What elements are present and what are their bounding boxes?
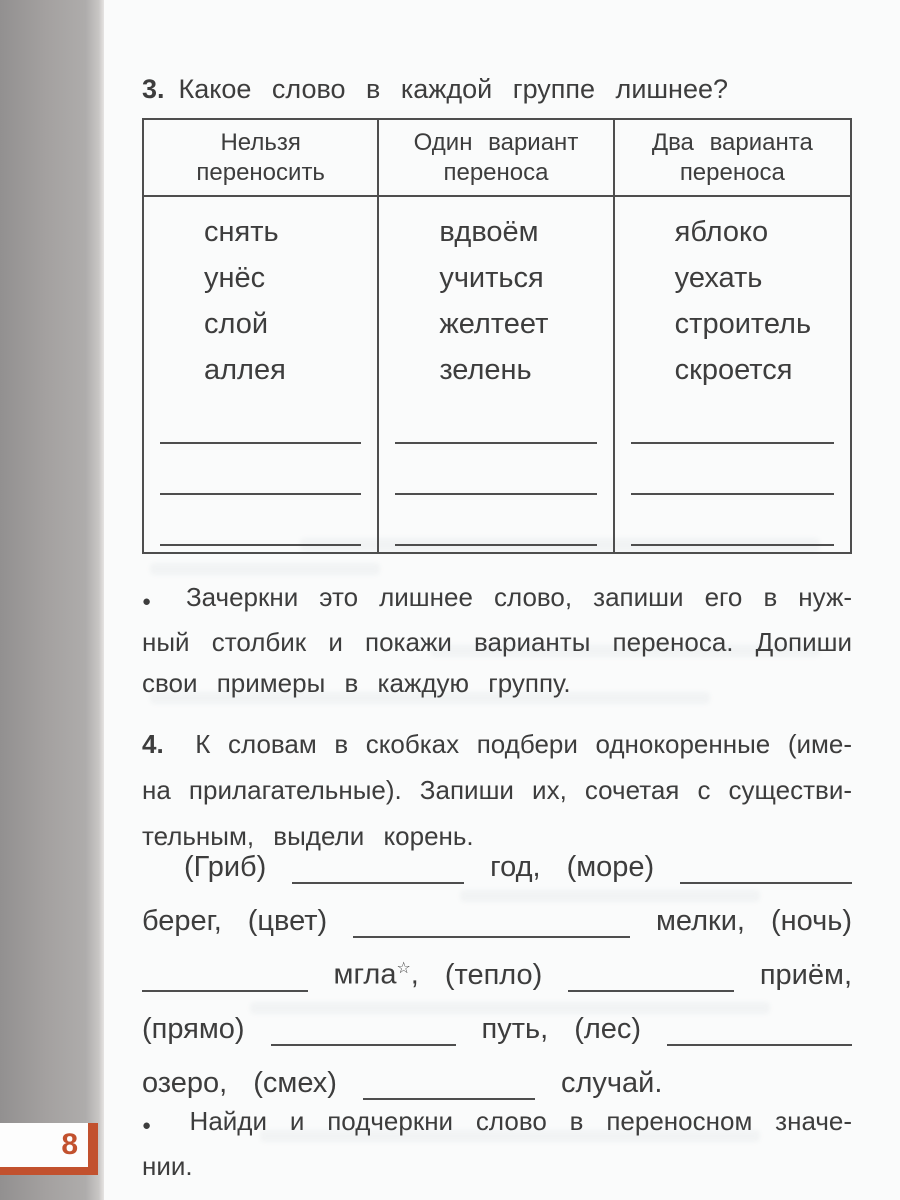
fill-word: мелки, [655, 905, 745, 937]
fill-line [142, 1046, 852, 1100]
table-word: учиться [439, 262, 544, 294]
fill-word: путь, [481, 1013, 549, 1045]
column-header [144, 120, 377, 197]
answer-blank[interactable] [395, 495, 596, 546]
answer-blanks-group [379, 393, 612, 554]
answer-blank[interactable] [142, 990, 308, 992]
fill-word: случай. [560, 1067, 663, 1099]
fill-word: (прямо) [142, 1013, 245, 1045]
fill-word: (цвет) [247, 905, 328, 937]
answer-blank[interactable] [631, 495, 834, 546]
fill-word: (Гриб) [184, 851, 267, 883]
task-line: ный столбик и покажи варианты переноса. Допиши [142, 627, 852, 657]
fill-word: (смех) [253, 1067, 337, 1099]
answer-blank[interactable] [667, 1044, 852, 1046]
exercise4-fill-in [142, 830, 852, 1100]
answer-blank[interactable] [680, 882, 852, 884]
answer-blank[interactable] [160, 444, 361, 495]
column-header-line: Два варианта [651, 128, 813, 156]
table-word: скроется [674, 354, 793, 386]
task-line: нии. [142, 1151, 193, 1181]
fill-line [142, 884, 852, 938]
fill-word: (море) [566, 851, 655, 883]
exercise4-task [142, 1101, 852, 1187]
table-word: слой [204, 308, 269, 340]
heading-text: К словам в скобках подбери однокоренные (име- [195, 729, 852, 759]
answer-blank[interactable] [631, 444, 834, 495]
bullet-icon: ● [142, 1117, 167, 1134]
exercise3-question: Какое слово в каждой группе лишнее? [178, 74, 729, 104]
word-list [379, 197, 612, 393]
task-line: свои примеры в каждую группу. [142, 668, 571, 698]
fill-word: мгла [333, 959, 397, 991]
fill-word: приём, [759, 959, 852, 991]
fill-word: (лес) [574, 1013, 642, 1045]
answer-blank[interactable] [395, 444, 596, 495]
word-list [144, 197, 377, 393]
table-word: желтеет [439, 308, 549, 340]
table-word: строитель [674, 308, 812, 340]
transfer-variants-table [142, 118, 852, 554]
heading-line [142, 721, 852, 767]
table-word: зелень [439, 354, 532, 386]
column-header-line: переноса [443, 158, 549, 186]
answer-blank[interactable] [271, 1044, 456, 1046]
fill-word: (тепло) [444, 959, 543, 991]
answer-blanks-group [615, 393, 850, 554]
table-column-no-transfer [144, 120, 379, 554]
column-header [379, 120, 612, 197]
fill-line [142, 938, 852, 992]
bleed-through-artifact [150, 563, 380, 575]
column-header-line: Один вариант [413, 128, 579, 156]
table-word: снять [204, 216, 279, 248]
exercise4-number: 4. [142, 729, 164, 759]
fill-word: (ночь) [770, 905, 852, 937]
table-word: яблоко [674, 216, 769, 248]
table-word: аллея [204, 354, 286, 386]
fill-word: год, [490, 851, 541, 883]
table-word: уехать [674, 262, 763, 294]
answer-blank[interactable] [568, 990, 734, 992]
fill-line [142, 830, 852, 884]
answer-blank[interactable] [353, 936, 630, 938]
page-number-badge [0, 1123, 98, 1175]
task-line [142, 1101, 852, 1146]
answer-blanks-group [144, 393, 377, 554]
table-column-one-variant [379, 120, 614, 554]
word-list [615, 197, 850, 393]
page-number: 8 [61, 1128, 78, 1161]
column-header-line: Нельзя [220, 128, 301, 156]
fill-line [142, 992, 852, 1046]
task-line [142, 577, 852, 622]
table-column-two-variants [615, 120, 850, 554]
answer-blank[interactable] [395, 393, 596, 444]
answer-blank[interactable] [160, 393, 361, 444]
task-text: Найди и подчеркни слово в переносном значе- [189, 1106, 852, 1136]
column-header [615, 120, 850, 197]
exercise3-task [142, 577, 852, 704]
column-header-line: переносить [196, 158, 325, 186]
footnote-star-icon: ☆ [396, 960, 411, 978]
column-header-line: переноса [679, 158, 785, 186]
task-text: Зачеркни это лишнее слово, запиши его в нуж- [185, 582, 852, 612]
page-left-margin-strip [0, 0, 104, 1200]
heading-line: тельным, выдели корень. [142, 821, 474, 851]
fill-word-with-footnote [334, 958, 419, 992]
table-word: вдвоём [439, 216, 539, 248]
table-word: унёс [204, 262, 266, 294]
exercise3-number: 3. [142, 74, 165, 104]
exercise3-title [142, 72, 854, 106]
fill-word: озеро, [142, 1067, 228, 1099]
answer-blank[interactable] [160, 495, 361, 546]
heading-line: на прилагательные). Запиши их, сочетая с существи- [142, 775, 852, 805]
answer-blank[interactable] [363, 1098, 535, 1100]
answer-blank[interactable] [292, 882, 464, 884]
bullet-icon: ● [142, 593, 165, 610]
fill-word: берег, [142, 905, 222, 937]
comma: , [410, 959, 419, 991]
answer-blank[interactable] [631, 393, 834, 444]
